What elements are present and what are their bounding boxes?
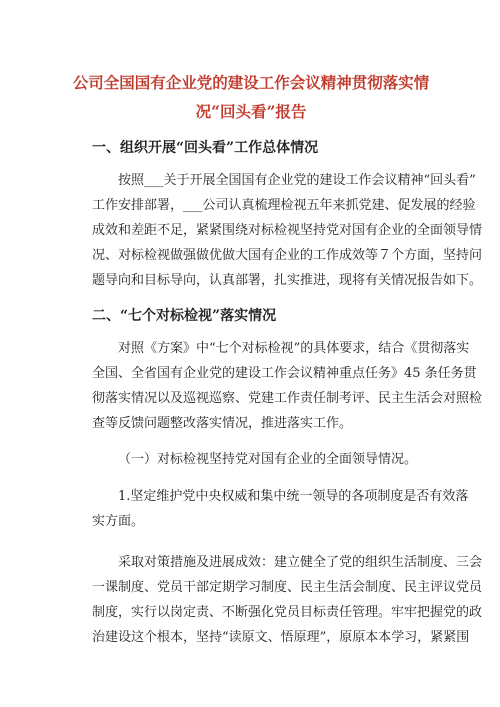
paragraph-line: 题导向和目标导向，认真部署，扎实推进，现将有关情况报告如下。	[92, 273, 483, 288]
paragraph-line: 查等反馈问题整改落实情况，推进落实工作。	[92, 416, 353, 431]
paragraph-line: （一）对标检视坚持党对国有企业的全面领导情况。	[118, 452, 418, 467]
paragraph-line: 采取对策措施及进展成效：建立健全了党的组织生活制度、三会	[118, 555, 483, 570]
paragraph-line: 1.坚定维护党中央权威和集中统一领导的各项制度是否有效落	[118, 489, 469, 504]
paragraph-line: 实方面。	[92, 514, 145, 529]
document-title: 公司全国国有企业党的建设工作会议精神贯彻落实情况“回头看”报告	[72, 73, 430, 121]
section-2-paragraph	[92, 336, 483, 436]
paragraph-line: 制度，实行以岗定责、不断强化党员目标责任管理。牢牢把握党的政	[92, 605, 483, 620]
paragraph-line: 一课制度、党员干部定期学习制度、民主生活会制度、民主评议党员	[92, 580, 483, 595]
subsection-heading	[92, 447, 426, 472]
paragraph-line: 况、对标检视做强做优做大国有企业的工作成效等７个方面，坚持问	[92, 248, 483, 263]
paragraph-line: 对照《方案》中“七个对标检视”的具体要求，结合《贯彻落实	[118, 341, 470, 356]
paragraph-line: 全国、全省国有企业党的建设工作会议精神重点任务》45 条任务贯	[92, 366, 477, 381]
item-1-paragraph	[92, 484, 469, 534]
section-heading-1: 一、组织开展“回头看”工作总体情况	[92, 140, 319, 156]
measures-paragraph	[92, 550, 483, 650]
paragraph-line: 按照___关于开展全国国有企业党的建设工作会议精神“回头看”	[118, 173, 476, 188]
paragraph-line: 治建设这个根本，坚持“读原文、悟原理”，原原本本学习，紧紧围	[92, 630, 470, 645]
section-1-paragraph	[92, 168, 483, 293]
paragraph-line: 工作安排部署，___公司认真梳理检视五年来抓党建、促发展的经验	[92, 198, 476, 213]
paragraph-line: 彻落实情况以及巡视巡察、党建工作责任制考评、民主生活会对照检	[92, 391, 483, 406]
section-heading-2: 二、“七个对标检视”落实情况	[92, 308, 277, 324]
paragraph-line: 成效和差距不足，紧紧围绕对标检视坚持党对国有企业的全面领导情	[92, 223, 483, 238]
